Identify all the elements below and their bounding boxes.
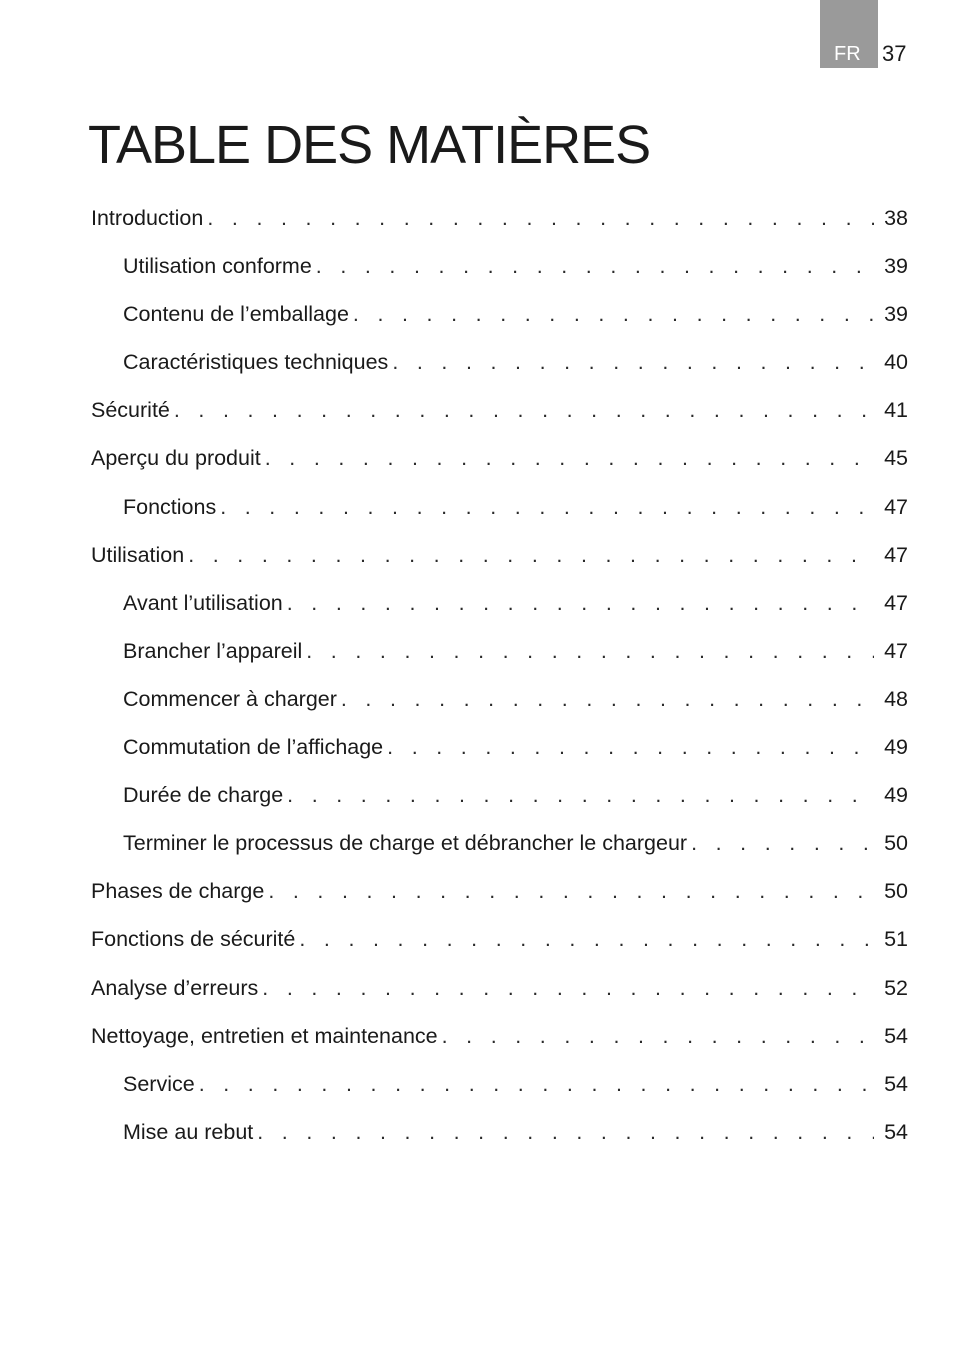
toc-entry-label: Service <box>123 1071 195 1096</box>
toc-entry-page: 45 <box>884 446 908 471</box>
toc-entry[interactable] <box>91 679 908 727</box>
toc-entry[interactable] <box>91 294 908 342</box>
toc-entry[interactable] <box>91 775 908 823</box>
toc-entry-page: 49 <box>884 783 908 808</box>
toc-entry-page: 40 <box>884 350 908 375</box>
toc-dot-leader <box>253 1112 874 1152</box>
toc-entry-page: 52 <box>884 975 908 1000</box>
toc-dot-leader <box>337 679 874 719</box>
toc-entry-page: 48 <box>884 686 908 711</box>
toc-dot-leader <box>302 631 874 671</box>
toc-entry-page: 51 <box>884 927 908 952</box>
toc-entry[interactable] <box>91 342 908 390</box>
toc-dot-leader <box>195 1064 874 1104</box>
toc-entry[interactable] <box>91 631 908 679</box>
toc-entry[interactable] <box>91 198 908 246</box>
toc-entry[interactable] <box>91 727 908 775</box>
toc-entry-label: Introduction <box>91 206 204 230</box>
toc-entry[interactable] <box>91 583 908 631</box>
toc-entry-page: 50 <box>884 879 908 904</box>
toc-entry-label: Caractéristiques techniques <box>123 350 389 375</box>
toc-entry-label: Phases de charge <box>91 879 265 904</box>
toc-dot-leader <box>283 775 874 815</box>
toc-entry-label: Mise au rebut <box>123 1119 254 1144</box>
toc-entry-page: 39 <box>884 302 908 327</box>
toc-dot-leader <box>184 535 874 575</box>
toc-dot-leader <box>438 1016 874 1056</box>
toc-entry-page: 49 <box>884 735 908 760</box>
toc-entry[interactable] <box>91 871 908 919</box>
toc-entry-page: 54 <box>884 1023 908 1048</box>
toc-entry-label: Nettoyage, entretien et maintenance <box>91 1023 438 1048</box>
toc-entry-label: Utilisation <box>91 542 185 567</box>
toc-entry[interactable] <box>91 487 908 535</box>
toc-entry-label: Fonctions <box>123 494 217 519</box>
toc-entry-page: 54 <box>884 1071 908 1096</box>
toc-entry-page: 39 <box>884 254 908 279</box>
toc-entry[interactable] <box>91 968 908 1016</box>
toc-entry-page: 47 <box>884 494 908 519</box>
toc-dot-leader <box>264 871 874 911</box>
toc-entry-label: Commutation de l’affichage <box>123 735 384 760</box>
toc-entry[interactable] <box>91 1112 908 1160</box>
toc-dot-leader <box>383 727 874 767</box>
toc-entry[interactable] <box>91 919 908 967</box>
toc-dot-leader <box>170 390 874 430</box>
toc-entry[interactable] <box>91 1016 908 1064</box>
language-tab <box>820 0 878 68</box>
toc-dot-leader <box>388 342 874 382</box>
toc-dot-leader <box>283 583 874 623</box>
toc-entry-page: 41 <box>884 398 908 423</box>
toc-dot-leader <box>349 294 874 334</box>
toc-entry-page: 47 <box>884 542 908 567</box>
toc-entry-page: 47 <box>884 590 908 615</box>
toc-dot-leader <box>312 246 874 286</box>
toc-entry-label: Fonctions de sécurité <box>91 927 296 952</box>
toc-entry-page: 50 <box>884 831 908 856</box>
toc-entry-label: Analyse d’erreurs <box>91 975 259 1000</box>
toc-entry-label: Avant l’utilisation <box>123 590 283 615</box>
toc-dot-leader <box>261 438 874 478</box>
page-number: 37 <box>882 41 907 66</box>
toc-entry-page: 38 <box>884 206 908 230</box>
toc-entry-page: 54 <box>884 1119 908 1144</box>
toc-entry[interactable] <box>91 390 908 438</box>
toc-dot-leader <box>258 968 874 1008</box>
toc-entry-label: Commencer à charger <box>123 686 337 711</box>
toc-entry-label: Sécurité <box>91 398 170 423</box>
toc-entry[interactable] <box>91 535 908 583</box>
toc-entry-label: Terminer le processus de charge et débrancher le chargeur <box>123 831 688 856</box>
toc-entry-label: Contenu de l’emballage <box>123 302 349 327</box>
toc-entry-label: Brancher l’appareil <box>123 638 303 663</box>
toc-dot-leader <box>203 198 874 238</box>
table-of-contents <box>91 198 908 1160</box>
toc-dot-leader <box>216 487 874 527</box>
toc-entry[interactable] <box>91 823 908 871</box>
toc-dot-leader <box>295 919 874 959</box>
toc-entry-label: Aperçu du produit <box>91 446 261 471</box>
toc-dot-leader <box>687 823 874 863</box>
page-title: TABLE DES MATIÈRES <box>88 115 651 175</box>
language-label: FR <box>834 43 861 65</box>
toc-entry[interactable] <box>91 1064 908 1112</box>
toc-entry-page: 47 <box>884 638 908 663</box>
toc-entry-label: Utilisation conforme <box>123 254 312 279</box>
toc-entry-label: Durée de charge <box>123 783 284 808</box>
toc-entry[interactable] <box>91 246 908 294</box>
toc-entry[interactable] <box>91 438 908 486</box>
